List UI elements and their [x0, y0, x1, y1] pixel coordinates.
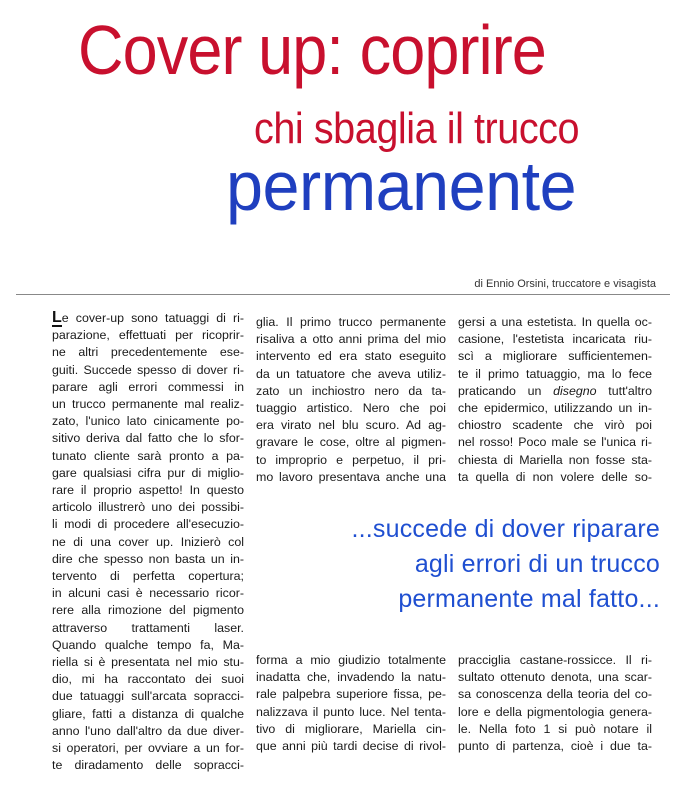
column-1-line: Le cover-up sono tatuaggi di ri-: [52, 310, 244, 326]
column-1-line: Quando qualche tempo fa, Ma-: [52, 637, 244, 652]
pull-quote-line: agli errori di un trucco: [414, 550, 660, 578]
pull-quote-line: permanente mal fatto...: [398, 585, 660, 613]
title-line-2: chi sbaglia il trucco: [254, 104, 580, 153]
column-3: [458, 314, 652, 486]
column-1-line: anno l'uno dall'altro da due diver-: [52, 723, 244, 738]
column-1-line: gare qualsiasi cifra pur di miglio-: [52, 465, 244, 480]
column-2-line: mo lavoro presentava anche una: [256, 469, 446, 484]
column-3-lower-line: sa conoscenza della teoria del co-: [458, 687, 652, 702]
column-2-line: to improprio e perpetuo, il pri-: [256, 452, 446, 467]
column-3-lower-line: le. Nella foto 1 si può notare il: [458, 721, 652, 736]
column-1-line: rere alla rimozione del pigmento: [52, 603, 244, 618]
column-1-line: si operatori, per ovviare a un for-: [52, 741, 244, 756]
column-1-line: riella si è presentata nel mio stu-: [52, 655, 244, 670]
column-1-line: articolo illustrerò uno dei possibi-: [52, 500, 244, 515]
column-1-line: dire che spesso non basta un in-: [52, 551, 244, 566]
column-3-lower-line: sultato ottenuto denota, una scar-: [458, 670, 652, 685]
column-1-line: sitivo deriva dal fatto che lo sfor-: [52, 431, 244, 446]
column-3-lower-line: pracciglia castane-rossicce. Il ri-: [458, 653, 652, 667]
byline: di Ennio Orsini, truccatore e visagista: [474, 278, 656, 290]
column-1-line: parazione, effettuati per ricoprir-: [52, 328, 244, 343]
column-3-line: nel rosso! Poco male se l'unica ri-: [458, 435, 652, 450]
column-1-line: in alcuni casi è necessario ricor-: [52, 586, 244, 601]
column-2-line: glia. Il primo trucco permanente: [256, 315, 446, 329]
dropcap: L: [52, 310, 62, 326]
column-3-lower: [458, 652, 652, 755]
column-1-line: dio, mi ha raccontato dei suoi: [52, 672, 244, 687]
column-3-line: che epidermico, utilizzando un in-: [458, 401, 652, 416]
column-2-lower-line: nalizzava il punto luce. Nel tenta-: [256, 704, 446, 719]
column-3-line: chiostro scadente che virò poi: [458, 418, 652, 433]
column-2-lower-line: forma a mio giudizio totalmente: [256, 653, 446, 667]
column-1: [52, 310, 244, 774]
column-1-line: tervento di perfetta copertura;: [52, 569, 244, 584]
column-2-line: zato un inchiostro nero da ta-: [256, 383, 446, 398]
column-2-line: gravare le cose, oltre al pigmen-: [256, 435, 446, 450]
column-1-line: attraverso trattamenti laser.: [52, 620, 244, 635]
column-2-lower: [256, 652, 446, 755]
column-1-line: guiti. Succede spesso di dover ri-: [52, 362, 244, 377]
title-line-1: Cover up: coprire: [78, 11, 546, 89]
column-1-line: ne di una cover up. Inizierò col: [52, 534, 244, 549]
column-2-line: risaliva a otto anni prima del mio: [256, 332, 446, 347]
pull-quote: [240, 512, 660, 617]
column-1-line: gliare, fatti a distanza di qualche: [52, 706, 244, 721]
column-2-line: era virato nel blu scuro. Ad ag-: [256, 418, 446, 433]
column-2-line: tuaggio artistico. Nero che poi: [256, 401, 446, 416]
column-3-line: chiesta di Mariella non fosse sta-: [458, 452, 652, 467]
column-3-line: ta quella di non volere delle so-: [458, 469, 652, 484]
column-3-line: te il primo tatuaggio, ma lo fece: [458, 366, 652, 381]
column-2-line: da un tatuatore che aveva utiliz-: [256, 366, 446, 381]
column-2-lower-line: rale palpebra superiore fissa, pe-: [256, 687, 446, 702]
column-1-line: li modi di procedere all'esecuzio-: [52, 517, 244, 532]
column-3-lower-line: punto di partenza, cioè i due ta-: [458, 739, 652, 754]
column-3-lower-line: lore e della pigmentologia genera-: [458, 704, 652, 719]
column-1-line: tunato cliente sarà pronto a pa-: [52, 448, 244, 463]
column-3-line: praticando un disegno tutt'altro: [458, 383, 652, 398]
column-2-lower-line: tivo di migliorare, Mariella cin-: [256, 721, 446, 736]
column-3-line: scì a migliorare sufficientemen-: [458, 349, 652, 364]
column-1-line: zato, l'unico lato cinicamente po-: [52, 414, 244, 429]
title-line-3: permanente: [226, 147, 577, 225]
column-1-line: ne altri precedentemente ese-: [52, 345, 244, 360]
column-3-line: gersi a una estetista. In quella oc-: [458, 315, 652, 329]
italic-word: disegno: [553, 383, 597, 398]
column-2: [256, 314, 446, 486]
column-1-line: rare il proprio aspetto! In questo: [52, 483, 244, 498]
column-1-line: te diradamento delle sopracci-: [52, 758, 244, 773]
column-2-lower-line: que anni più tardi decise di rivol-: [256, 739, 446, 754]
column-1-line: un trucco permanente mal realiz-: [52, 397, 244, 412]
column-2-line: intervento ed era stato eseguito: [256, 349, 446, 364]
pull-quote-line: ...succede di dover riparare: [351, 515, 660, 543]
column-3-line: casione, l'estetista incaricata riu-: [458, 332, 652, 347]
column-1-line: due tatuaggi sull'arcata sopracci-: [52, 689, 244, 704]
byline-rule: [16, 294, 670, 295]
column-1-line: parare agli errori commessi in: [52, 379, 244, 394]
column-2-lower-line: inadatta che, invadendo la natu-: [256, 670, 446, 685]
